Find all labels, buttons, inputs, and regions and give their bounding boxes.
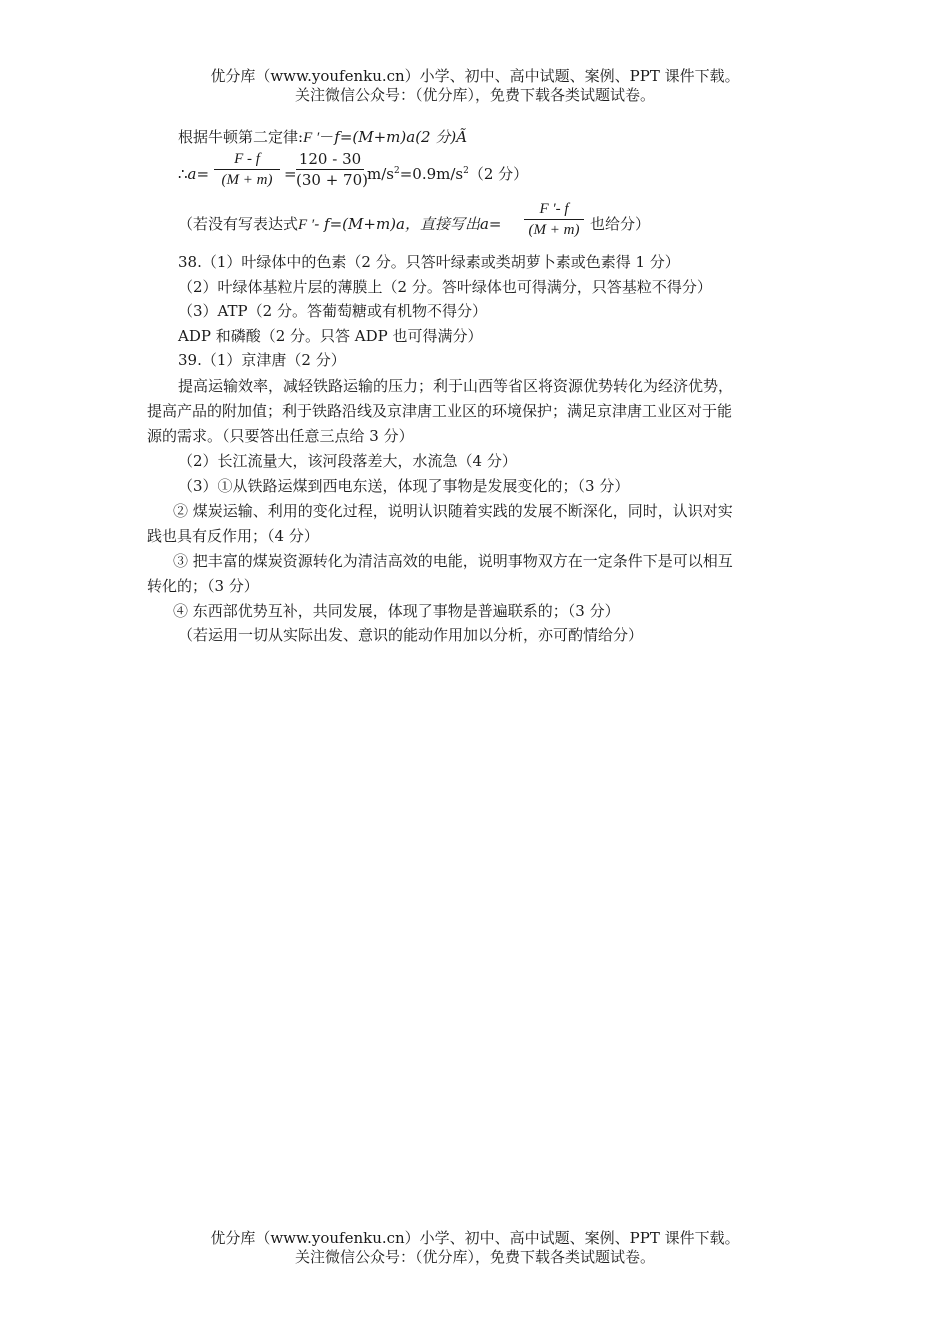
header-line-1: 优分库（www.youfenku.cn）小学、初中、高中试题、案例、PPT 课件下载。 xyxy=(210,67,740,85)
fraction-f-minus-f xyxy=(214,150,280,189)
fraction-f-prime-minus-f xyxy=(524,200,584,239)
note-equation: - f=(M+m)a，直接写出 xyxy=(314,215,480,233)
q38-line-1: 38.（1）叶绿体中的色素（2 分。只答叶绿素或类胡萝卜素或色素得 1 分） xyxy=(178,253,680,271)
equals-sign: = xyxy=(284,165,297,183)
q38-line-4: ADP 和磷酸（2 分。只答 ADP 也可得满分） xyxy=(178,327,483,345)
q39-line-3: （3）①从铁路运煤到西电东送，体现了事物是发展变化的；（3 分） xyxy=(178,477,630,495)
fraction-1-bar xyxy=(214,169,280,170)
page-footer xyxy=(0,1229,950,1267)
footer-line-2: 关注微信公众号：（优分库），免费下载各类试题试卷。 xyxy=(294,1248,655,1266)
note-f-prime: F ′ xyxy=(298,217,315,233)
q38-line-3: （3）ATP（2 分。答葡萄糖或有机物不得分） xyxy=(178,302,487,320)
q39-line-1: 39.（1）京津唐（2 分） xyxy=(178,351,346,369)
fraction-1-numerator: F - f xyxy=(234,151,260,167)
q39-para1-line-3: 源的需求。（只要答出任意三点给 3 分） xyxy=(147,427,414,445)
q39-line-2: （2）长江流量大，该河段落差大，水流急（4 分） xyxy=(178,452,517,470)
a-equals: a= xyxy=(187,165,210,183)
fraction-2-denominator: (30 + 70) xyxy=(296,171,368,189)
q39-point2-line-1: ② 煤炭运输、利用的变化过程，说明认识随着实践的发展不断深化，同时，认识对实 xyxy=(173,502,733,520)
q39-para1-line-1: 提高运输效率，减轻铁路运输的压力；利于山西等省区将资源优势转化为经济优势， xyxy=(178,377,734,395)
q39-note: （若运用一切从实际出发、意识的能动作用加以分析，亦可酌情给分） xyxy=(178,626,644,644)
q39-point2-line-2: 践也具有反作用；（4 分） xyxy=(147,527,319,545)
note-a-equals: a= xyxy=(479,215,502,233)
result-value: =0.9m/s xyxy=(399,165,464,183)
q39-point3-line-1: ③ 把丰富的煤炭资源转化为清洁高效的电能，说明事物双方在一定条件下是可以相互 xyxy=(173,552,733,570)
result-superscript-2: 2 xyxy=(463,166,469,176)
fraction-2-numerator: 120 - 30 xyxy=(298,150,362,168)
result-score: （2 分） xyxy=(468,165,529,183)
newton-minus: － xyxy=(319,128,335,146)
result-unit-1: m/s xyxy=(367,165,394,183)
newton-equation: f=(M+m)a(2 分)Ã xyxy=(334,128,468,146)
fraction-3-numerator: F ′- f xyxy=(539,201,569,217)
result-superscript-1: 2 xyxy=(393,166,400,176)
therefore-symbol: ∴ xyxy=(178,165,188,183)
page-header xyxy=(0,67,950,105)
newton-intro: 根据牛顿第二定律: xyxy=(178,128,304,146)
fraction-3-denominator: (M + m) xyxy=(528,222,580,238)
fraction-numeric xyxy=(296,150,368,189)
newton-law-line xyxy=(178,127,467,148)
q39-point3-line-2: 转化的；（3 分） xyxy=(147,577,259,595)
acceleration-prefix xyxy=(178,164,209,184)
q38-line-2: （2）叶绿体基粒片层的薄膜上（2 分。答叶绿体也可得满分，只答基粒不得分） xyxy=(178,278,712,296)
acceleration-result xyxy=(367,164,528,184)
fraction-3-bar xyxy=(524,219,584,220)
alternative-note xyxy=(178,214,502,235)
fraction-2-bar xyxy=(296,169,364,170)
header-line-2: 关注微信公众号：（优分库），免费下载各类试题试卷。 xyxy=(294,86,655,104)
footer-line-1: 优分库（www.youfenku.cn）小学、初中、高中试题、案例、PPT 课件下载。 xyxy=(210,1229,740,1247)
q39-point4: ④ 东西部优势互补，共同发展，体现了事物是普遍联系的；（3 分） xyxy=(173,602,620,620)
newton-f-prime: F ′ xyxy=(303,130,320,146)
note-suffix: 也给分） xyxy=(590,215,651,233)
note-prefix: （若没有写表达式 xyxy=(178,215,299,233)
fraction-1-denominator: (M + m) xyxy=(221,172,273,188)
q39-para1-line-2: 提高产品的附加值；利于铁路沿线及京津唐工业区的环境保护；满足京津唐工业区对于能 xyxy=(147,402,733,420)
